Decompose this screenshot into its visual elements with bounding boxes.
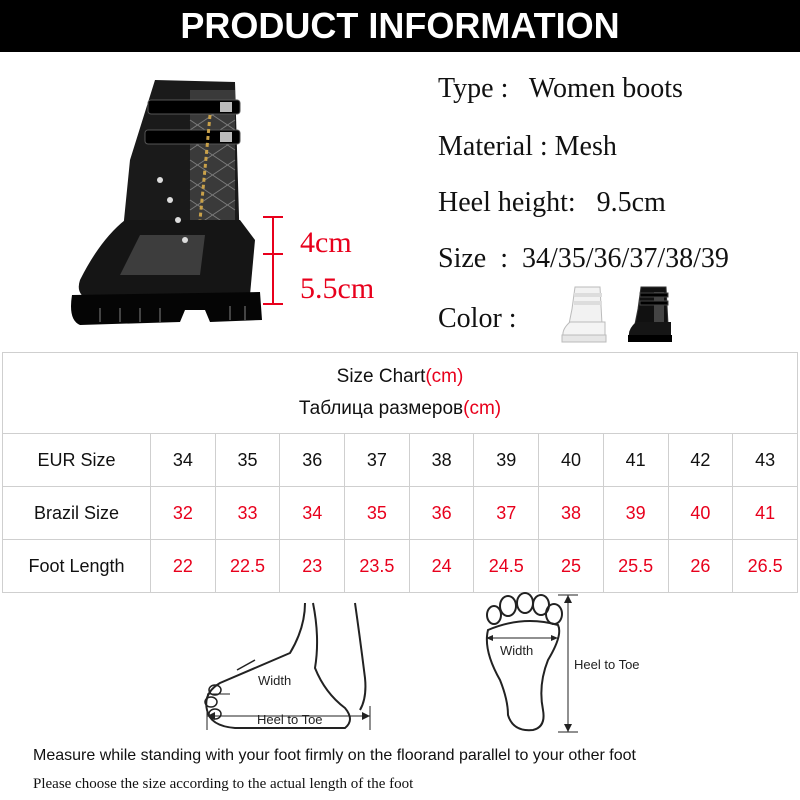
color-swatch-black[interactable]: [626, 284, 676, 344]
table-cell: 39: [603, 487, 668, 540]
foot-sole-diagram: [478, 590, 678, 738]
table-cell: 41: [733, 487, 798, 540]
table-cell: 40: [668, 487, 733, 540]
table-cell: 37: [345, 434, 410, 487]
header-banner: [0, 0, 800, 52]
row-label-brazil: Brazil Size: [3, 487, 151, 540]
table-cell: 41: [603, 434, 668, 487]
size-chart-title-row: [3, 353, 798, 434]
table-cell: 42: [668, 434, 733, 487]
sole-heel-to-toe-label: Heel to Toe: [574, 657, 640, 672]
table-cell: 40: [539, 434, 604, 487]
size-chart-title-ru: Таблица размеров: [298, 398, 464, 419]
table-cell: 37: [474, 487, 539, 540]
table-cell: 36: [280, 434, 345, 487]
spec-heel: Heel height: 9.5cm: [438, 187, 666, 218]
side-heel-to-toe-label: Heel to Toe: [257, 712, 323, 727]
boot-image: [60, 70, 275, 330]
table-cell: 22: [151, 540, 216, 593]
table-cell: 39: [474, 434, 539, 487]
table-cell: 32: [151, 487, 216, 540]
table-cell: 23.5: [345, 540, 410, 593]
table-cell: 43: [733, 434, 798, 487]
size-chart-title-unit: (cm): [425, 366, 464, 387]
table-cell: 26.5: [733, 540, 798, 593]
table-cell: 35: [215, 434, 280, 487]
table-row-foot-length: [3, 540, 798, 593]
row-label-eur: EUR Size: [3, 434, 151, 487]
side-width-label: Width: [258, 673, 292, 688]
heel-height-label: 5.5cm: [300, 272, 375, 305]
spec-type: Type : Women boots: [438, 73, 683, 104]
height-marker: [258, 212, 288, 312]
table-cell: 36: [409, 487, 474, 540]
table-cell: 38: [409, 434, 474, 487]
size-chart-title: [3, 353, 798, 434]
sole-width-label: Width: [500, 643, 534, 658]
table-row-brazil: [3, 487, 798, 540]
table-row-eur: [3, 434, 798, 487]
spec-size: Size : 34/35/36/37/38/39: [438, 243, 729, 274]
measure-instruction: Measure while standing with your foot firmly on the floorand parallel to your other foot: [33, 747, 636, 764]
table-cell: 22.5: [215, 540, 280, 593]
table-cell: 26: [668, 540, 733, 593]
table-cell: 38: [539, 487, 604, 540]
table-cell: 23: [280, 540, 345, 593]
table-cell: 24: [409, 540, 474, 593]
table-cell: 34: [151, 434, 216, 487]
table-cell: 25.5: [603, 540, 668, 593]
size-chart-title-ru-unit: (cm): [463, 398, 502, 419]
foot-side-diagram: [195, 598, 395, 743]
row-label-foot-length: Foot Length: [3, 540, 151, 593]
table-cell: 35: [345, 487, 410, 540]
size-instruction: Please choose the size according to the actual length of the foot: [33, 776, 414, 792]
table-cell: 25: [539, 540, 604, 593]
size-chart-table: [2, 352, 798, 593]
spec-color: Color :: [438, 303, 517, 334]
size-chart-title-main: Size Chart: [336, 366, 426, 387]
header-title: PRODUCT INFORMATION: [180, 5, 620, 46]
spec-material: Material : Mesh: [438, 131, 617, 162]
upper-height-label: 4cm: [300, 226, 352, 259]
table-cell: 24.5: [474, 540, 539, 593]
color-swatch-white[interactable]: [560, 284, 610, 344]
table-cell: 34: [280, 487, 345, 540]
table-cell: 33: [215, 487, 280, 540]
